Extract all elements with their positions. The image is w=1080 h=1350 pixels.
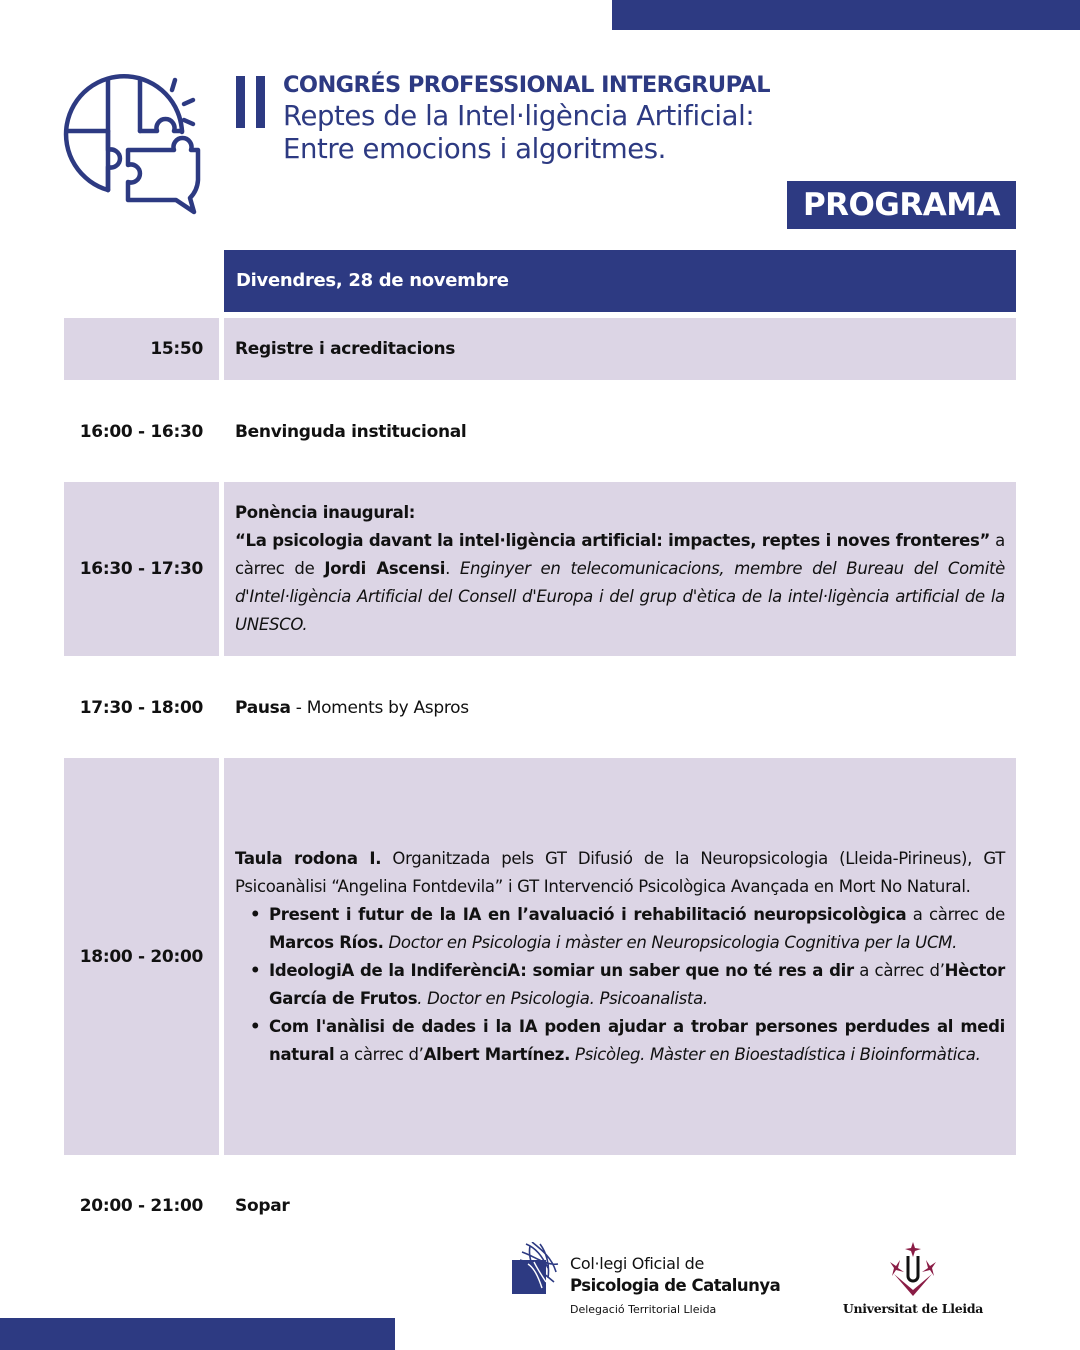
- session-intro: Organitzada pels GT Difusió de la Neuropsicologia (Lleida-Pirineus), GT Psicoanàlisi “Angelina Fontdevila” i GT Intervenció Psicològica Avançada en Mort No Natural.: [235, 848, 1005, 896]
- schedule-time: 16:30 - 17:30: [64, 482, 219, 656]
- talk-item: [235, 1013, 1005, 1069]
- speaker-name: Jordi Ascensi: [324, 559, 446, 578]
- schedule-row: [64, 408, 1016, 456]
- speaker-name: Marcos Ríos.: [269, 932, 384, 952]
- schedule-content: [224, 318, 1016, 380]
- punctuation: .: [445, 559, 460, 578]
- udl-emblem-icon: [878, 1240, 948, 1300]
- schedule-time: 18:00 - 20:00: [64, 758, 219, 1155]
- event-subtitle-line2: Entre emocions i algoritmes.: [283, 133, 667, 165]
- schedule-time: 20:00 - 21:00: [79, 1196, 203, 1216]
- session-title: Benvinguda institucional: [235, 422, 467, 442]
- bullet-icon: •: [250, 960, 261, 980]
- speaker-bio: . Doctor en Psicologia. Psicoanalista.: [417, 988, 708, 1008]
- session-label: Taula rodona I.: [235, 848, 382, 868]
- session-description: [235, 527, 1005, 639]
- bullet-icon: •: [250, 1016, 261, 1036]
- session-sponsor: - Moments by Aspros: [290, 698, 469, 718]
- schedule-row: [64, 758, 1016, 1155]
- speaker-bio: Enginyer en telecomunicacions, membre del Bureau del Comitè d'Intel·ligència Artificial del Consell d'Europa i del grup d'ètica de la intel·ligència artificial de la UNESCO.: [235, 559, 1006, 634]
- talk-by: a càrrec d’: [853, 960, 945, 980]
- speaker-bio: Doctor en Psicologia i màster en Neuropsicologia Cognitiva per la UCM.: [383, 932, 958, 952]
- schedule-content: [224, 482, 1016, 656]
- globe-puzzle-speech-bubble-icon: [62, 72, 202, 217]
- bullet-icon: •: [250, 904, 261, 924]
- speaker-name: Hèctor García de Frutos: [269, 960, 1005, 1008]
- schedule-content: [224, 684, 1016, 732]
- copc-logo: [512, 1242, 812, 1322]
- schedule-row: [64, 482, 1016, 656]
- session-title: Pausa: [235, 698, 291, 718]
- session-title: Registre i acreditacions: [235, 339, 456, 359]
- talk-title: Com l'anàlisi de dades i la IA poden ajudar a trobar persones perdudes al medi natural: [269, 1016, 1005, 1064]
- session-title: Sopar: [235, 1196, 290, 1216]
- copc-name-line1: Col·legi Oficial de: [570, 1254, 705, 1273]
- schedule-content: [224, 1182, 1016, 1230]
- copc-delegation: Delegació Territorial Lleida: [570, 1303, 717, 1316]
- schedule-row: [64, 1182, 1016, 1230]
- speaker-bio: Psicòleg. Màster en Bioestadística i Bioinformàtica.: [570, 1044, 981, 1064]
- programa-badge: PROGRAMA: [787, 181, 1016, 229]
- talk-title: Present i futur de la IA en l’avaluació i rehabilitació neuropsicològica: [269, 904, 907, 924]
- event-title: CONGRÉS PROFESSIONAL INTERGRUPAL: [283, 72, 770, 98]
- speaker-name: Albert Martínez.: [423, 1044, 571, 1064]
- talk-title: IdeologiA de la IndiferènciA: somiar un saber que no té res a dir: [269, 960, 854, 980]
- session-label: Ponència inaugural:: [235, 503, 416, 522]
- schedule-content: [224, 408, 1016, 456]
- day-header: Divendres, 28 de novembre: [224, 250, 1016, 312]
- schedule-time: 15:50: [64, 318, 219, 380]
- event-title-block: [283, 70, 923, 166]
- udl-logo: [838, 1240, 988, 1322]
- edition-mark: [236, 76, 268, 128]
- talk-by: a càrrec d’: [334, 1044, 424, 1064]
- talk-by: a càrrec de: [235, 531, 1005, 578]
- schedule-row: [64, 684, 1016, 732]
- talk-title: “La psicologia davant la intel·ligència artificial: impactes, reptes i noves fronteres”: [235, 531, 991, 550]
- talk-by: a càrrec de: [906, 904, 1005, 924]
- event-subtitle-line1: Reptes de la Intel·ligència Artificial:: [283, 100, 755, 132]
- schedule-time: 17:30 - 18:00: [79, 698, 203, 718]
- schedule-row: [64, 318, 1016, 380]
- talk-item: [235, 957, 1005, 1013]
- top-decorative-bar: [612, 0, 1080, 30]
- copc-emblem-icon: [512, 1242, 564, 1294]
- schedule-content: [224, 758, 1016, 1155]
- copc-name-line2: Psicologia de Catalunya: [570, 1276, 781, 1295]
- talk-item: [235, 901, 1005, 957]
- udl-name: Universitat de Lleida: [842, 1301, 984, 1316]
- schedule-time: 16:00 - 16:30: [79, 422, 203, 442]
- talk-list: [235, 901, 1005, 1069]
- bottom-decorative-bar: [0, 1318, 395, 1350]
- session-description: [235, 845, 1005, 901]
